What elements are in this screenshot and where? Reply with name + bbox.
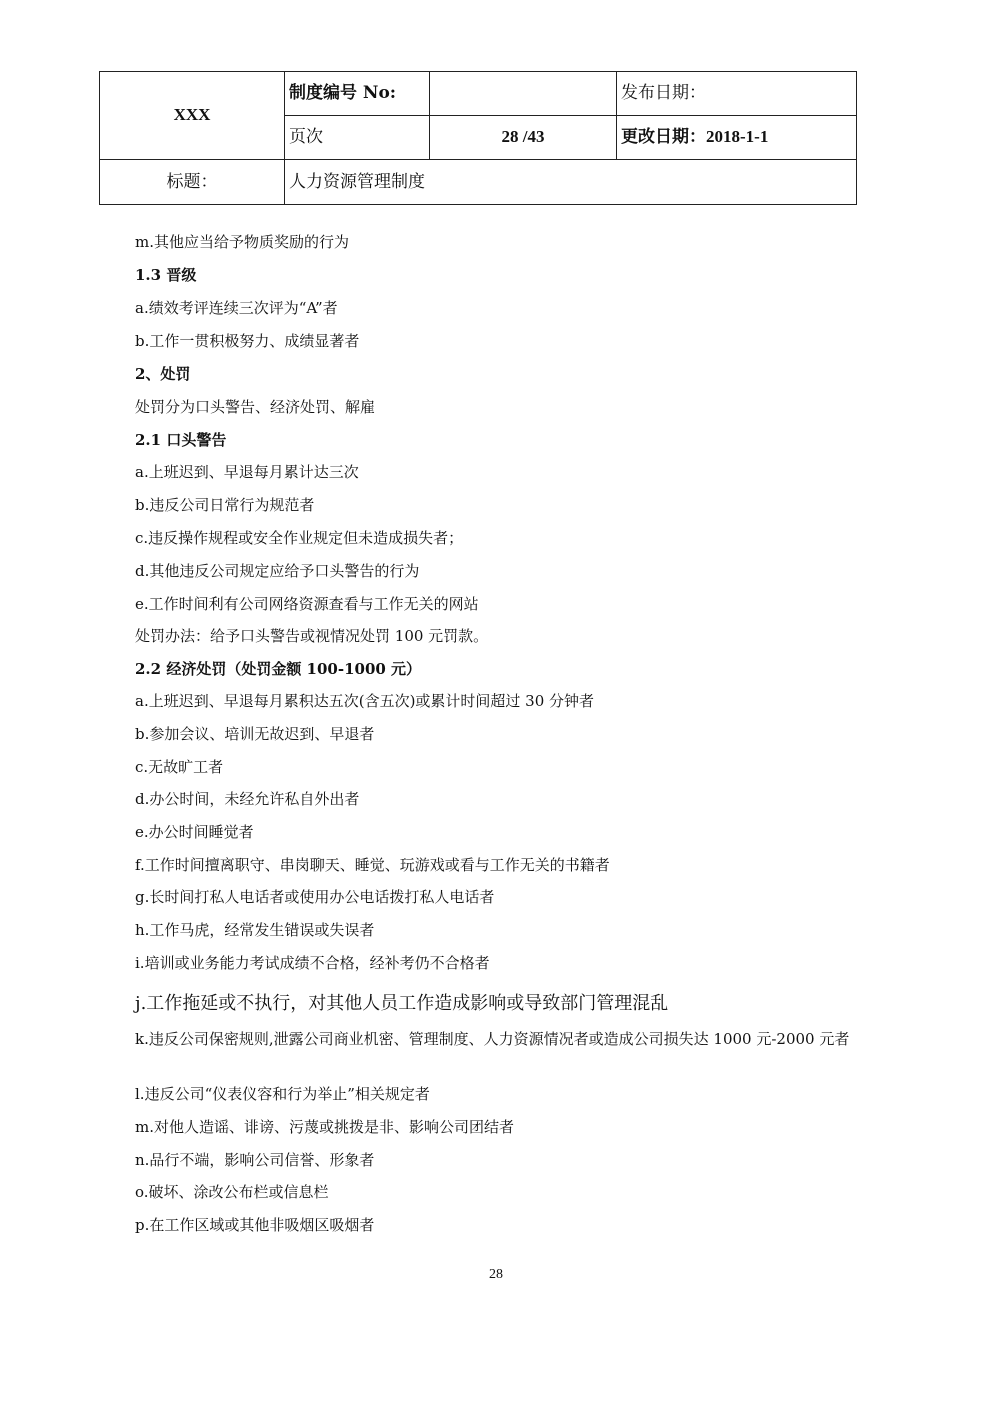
page-value: 28 /43 [430,116,617,160]
body-line: e.办公时间睡觉者 [135,823,254,841]
body-line: l.违反公司“仪表仪容和行为举止”相关规定者 [135,1085,430,1103]
body-line: 处罚办法：给予口头警告或视情况处罚 100 元罚款。 [135,627,489,645]
publish-date-label: 发布日期： [617,72,857,116]
company-name: XXX [100,72,285,160]
body-line: 处罚分为口头警告、经济处罚、解雇 [135,398,376,416]
body-line-wrapped: k.违反公司保密规则,泄露公司商业机密、管理制度、人力资源情况者或造成公司损失达 1000 元-2000 元者 [135,1030,850,1048]
body-line: c.无故旷工者 [135,758,224,776]
body-line: p.在工作区域或其他非吸烟区吸烟者 [135,1216,375,1234]
body-line: a.上班迟到、早退每月累计达三次 [135,463,359,481]
body-line-large: j.工作拖延或不执行，对其他人员工作造成影响或导致部门管理混乱 [135,993,669,1014]
section-heading: 1.3 晋级 [135,266,197,284]
body-line: g.长时间打私人电话者或使用办公电话拨打私人电话者 [135,888,495,906]
page-label: 页次 [285,116,430,160]
body-line: n.品行不端，影响公司信誉、形象者 [135,1151,375,1169]
page-number: 28 [489,1267,503,1282]
body-line: b.工作一贯积极努力、成绩显著者 [135,332,360,350]
doc-number-label: 制度编号 No: [285,72,430,116]
body-line: b.参加会议、培训无故迟到、早退者 [135,725,375,743]
body-line: b.违反公司日常行为规范者 [135,496,315,514]
body-line: o.破坏、涂改公布栏或信息栏 [135,1183,329,1201]
revise-date: 更改日期：2018-1-1 [617,116,857,160]
body-line: d.其他违反公司规定应给予口头警告的行为 [135,562,420,580]
body-line: h.工作马虎，经常发生错误或失误者 [135,921,375,939]
title-value: 人力资源管理制度 [285,160,857,205]
body-line: c.违反操作规程或安全作业规定但未造成损失者； [135,529,464,547]
body-line: e.工作时间利有公司网络资源查看与工作无关的网站 [135,595,479,613]
body-line: d.办公时间，未经允许私自外出者 [135,790,360,808]
body-line: f.工作时间擅离职守、串岗聊天、睡觉、玩游戏或看与工作无关的书籍者 [135,856,610,874]
body-line: a.上班迟到、早退每月累积达五次(含五次)或累计时间超过 30 分钟者 [135,692,595,710]
section-heading: 2、处罚 [135,365,191,383]
body-line: a.绩效考评连续三次评为“A”者 [135,299,338,317]
body-line: i.培训或业务能力考试成绩不合格，经补考仍不合格者 [135,954,490,972]
section-heading: 2.1 口头警告 [135,431,227,449]
body-line: m.对他人造谣、诽谤、污蔑或挑拨是非、影响公司团结者 [135,1118,514,1136]
body-line: m.其他应当给予物质奖励的行为 [135,233,349,251]
section-heading: 2.2 经济处罚（处罚金额 100-1000 元） [135,660,422,678]
title-label: 标题： [100,160,285,205]
